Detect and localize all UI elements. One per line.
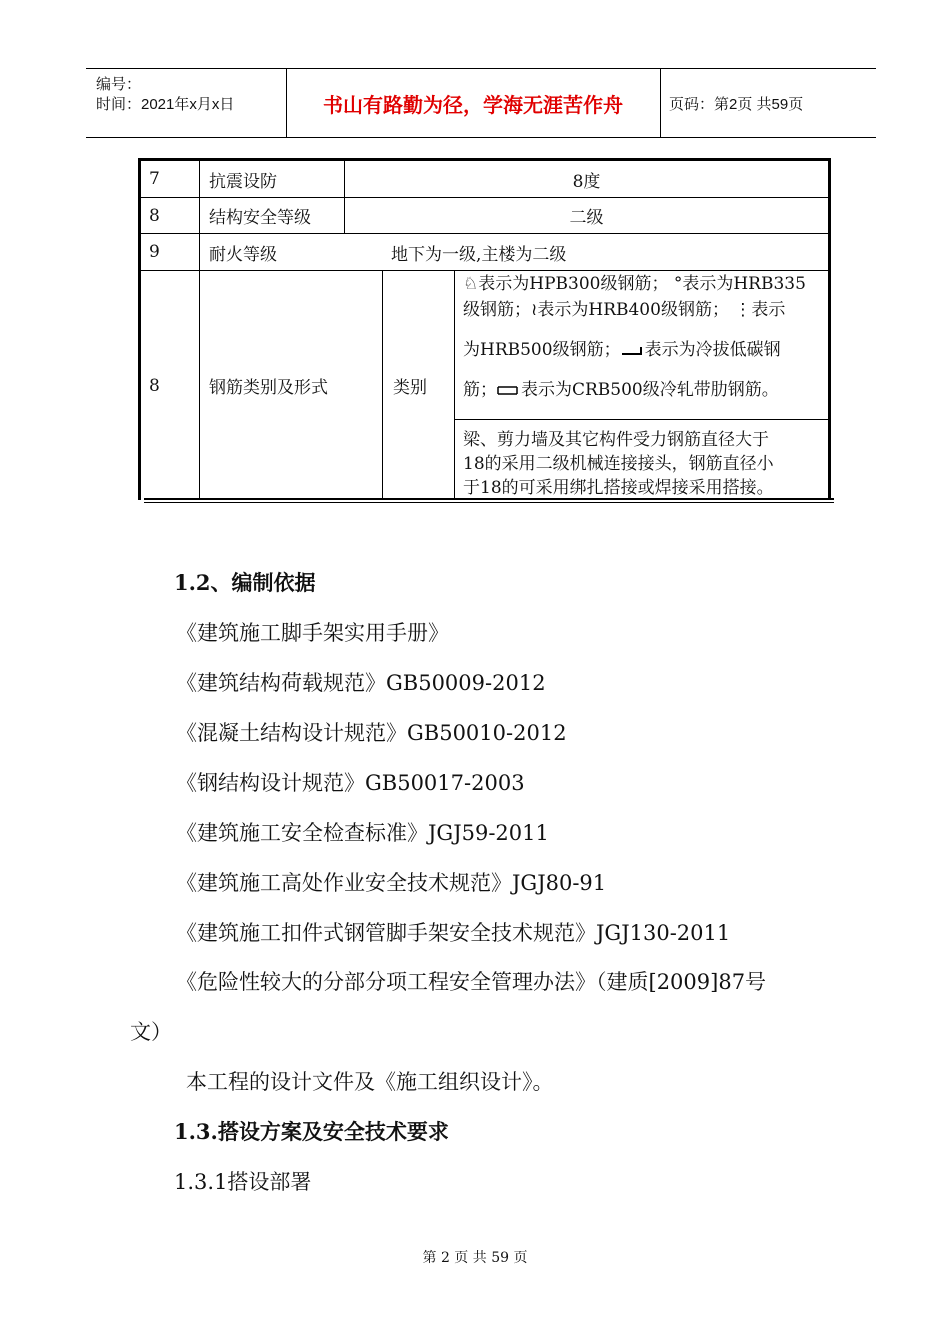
reference-item: 《建筑施工脚手架实用手册》 xyxy=(176,621,449,645)
subsection-heading: 1.3.1搭设部署 xyxy=(174,1170,312,1194)
table-divider xyxy=(454,271,455,500)
page-footer: 第 2 页 共 59 页 xyxy=(422,1250,528,1266)
table-divider xyxy=(199,161,200,500)
row-item: 结构安全等级 xyxy=(209,208,311,228)
hpb300-symbol-icon: ♘ xyxy=(463,274,479,294)
reference-item: 《建筑施工扣件式钢管脚手架安全技术规范》JGJ130-2011 xyxy=(176,921,731,945)
rebar-connection xyxy=(463,428,825,500)
reference-item: 《混凝土结构设计规范》GB50010-2012 xyxy=(176,721,567,745)
reference-item-wrap: 文） xyxy=(130,1020,172,1044)
header-motto-cell xyxy=(286,69,661,137)
row-number: 9 xyxy=(149,242,160,262)
section-heading: 1.3.搭设方案及安全技术要求 xyxy=(174,1119,449,1144)
reference-item: 《建筑施工安全检查标准》JGJ59-2011 xyxy=(176,821,549,845)
rebar-line-2: 级钢筋；≀表示为HRB400级钢筋； ⋮表示 xyxy=(463,300,786,320)
table-bottom-border xyxy=(144,498,834,500)
paragraph: 本工程的设计文件及《施工组织设计》。 xyxy=(186,1070,554,1094)
building-info-table xyxy=(138,158,831,500)
row-item: 抗震设防 xyxy=(209,171,277,192)
table-row xyxy=(141,198,828,234)
crb500-symbol-icon xyxy=(497,377,521,403)
motto: 书山有路勤为径，学海无涯苦作舟 xyxy=(323,92,623,117)
table-bottom-border xyxy=(144,502,834,503)
page-code: 页码：第2页 共59页 xyxy=(669,95,804,113)
rebar-line-3: 为HRB500级钢筋； xyxy=(463,340,621,360)
reference-item: 《建筑结构荷载规范》GB50009-2012 xyxy=(176,671,546,695)
row-value: 二级 xyxy=(569,208,604,228)
page-header xyxy=(86,68,876,138)
row-number: 7 xyxy=(149,169,160,189)
table-divider xyxy=(382,271,383,500)
header-meta xyxy=(86,69,287,137)
row-category: 类别 xyxy=(393,378,427,398)
reference-item: 《危险性较大的分部分项工程安全管理办法》（建质[2009]87号 xyxy=(176,970,767,994)
table-row xyxy=(141,161,828,198)
connection-line-2: 18的采用二级机械连接接头，钢筋直径小 xyxy=(463,454,774,474)
row-item: 耐火等级 xyxy=(209,244,277,265)
cold-drawn-wire-symbol-icon xyxy=(621,337,645,363)
row-number: 8 xyxy=(149,205,160,226)
table-divider xyxy=(344,161,345,234)
table-divider xyxy=(454,419,828,420)
connection-line-1: 梁、剪力墙及其它构件受力钢筋直径大于 xyxy=(463,430,769,450)
rebar-line-3b: 表示为冷拔低碳钢 xyxy=(644,340,781,360)
rebar-symbols xyxy=(463,271,825,403)
row-value: 8度 xyxy=(572,171,601,192)
reference-item: 《建筑施工高处作业安全技术规范》JGJ80-91 xyxy=(176,871,607,895)
rebar-line-4a: 筋； xyxy=(463,380,497,400)
table-row xyxy=(141,234,828,271)
row-value: 地下为一级,主楼为二级 xyxy=(391,244,567,265)
reference-item: 《钢结构设计规范》GB50017-2003 xyxy=(176,771,525,795)
connection-line-3: 于18的可采用绑扎搭接或焊接采用搭接。 xyxy=(463,478,774,498)
time-label: 时间：2021年x月x日 xyxy=(96,96,235,113)
rebar-line-4b: 表示为CRB500级冷轧带肋钢筋。 xyxy=(521,380,779,400)
section-heading: 1.2、编制依据 xyxy=(174,570,316,595)
rebar-line-1: 表示为HPB300级钢筋； °表示为HRB335 xyxy=(478,274,806,294)
serial-label: 编号： xyxy=(96,76,142,93)
row-number: 8 xyxy=(149,375,160,396)
row-item: 钢筋类别及形式 xyxy=(209,378,328,398)
